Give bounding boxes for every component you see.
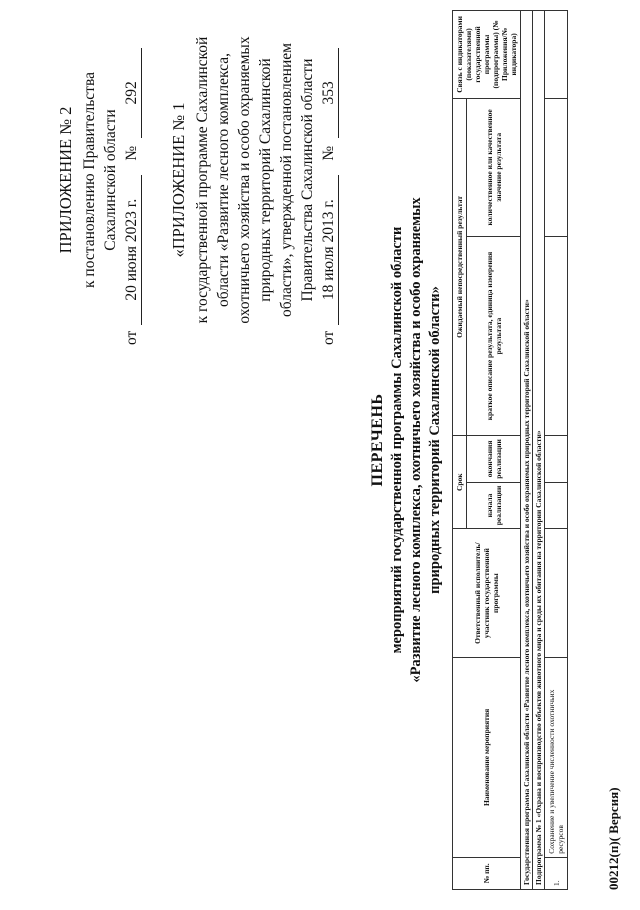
col-term-header: Срок bbox=[453, 436, 467, 529]
heading-line3: природных территорий Сахалинской области» bbox=[427, 286, 443, 594]
row-name: Сохранение и увеличение численности охотничьих ресурсов bbox=[545, 657, 568, 857]
row-executor bbox=[545, 529, 568, 658]
row-result-value bbox=[545, 98, 568, 236]
row-start bbox=[545, 482, 568, 529]
col-end-header: окончания реализации bbox=[467, 436, 521, 483]
appendix-2-date-row bbox=[121, 15, 142, 345]
appendix-2-line1: к постановлению Правительства bbox=[81, 72, 98, 288]
table-header-row bbox=[453, 11, 467, 890]
subprogram-row: Подпрограмма № 1 «Охрана и воспроизводство объектов животного мира и среды их обитания на территории Сахалинской области» bbox=[533, 11, 545, 890]
appendix-1-from: от bbox=[320, 330, 337, 345]
measures-table bbox=[452, 10, 568, 890]
appendix-1-date: 18 июля 2013 г. bbox=[320, 175, 339, 325]
heading-title: ПЕРЕЧЕНЬ bbox=[369, 393, 386, 487]
appendix-2-number-sign: № bbox=[123, 145, 140, 161]
appendix-1-line: Правительства Сахалинской области bbox=[299, 58, 316, 302]
appendix-2-number: 292 bbox=[123, 48, 142, 138]
col-start-header: начала реализации bbox=[467, 482, 521, 529]
appendix-2-date: 20 июня 2023 г. bbox=[123, 175, 142, 325]
table-row bbox=[521, 11, 533, 890]
row-link bbox=[545, 11, 568, 99]
row-end bbox=[545, 436, 568, 483]
col-executor-header: Ответственный исполнитель/участник государственной программы bbox=[453, 529, 521, 658]
row-num: 1. bbox=[545, 857, 568, 889]
col-result-header: Ожидаемый непосредственный результат bbox=[453, 98, 467, 435]
col-num-header: № пп. bbox=[453, 857, 521, 889]
appendix-1-title: «ПРИЛОЖЕНИЕ № 1 bbox=[169, 102, 188, 258]
appendix-2-from: от bbox=[123, 330, 140, 345]
table-row bbox=[533, 11, 545, 890]
appendix-2-title: ПРИЛОЖЕНИЕ № 2 bbox=[56, 106, 75, 254]
appendix-1-line: природных территорий Сахалинской bbox=[257, 58, 274, 302]
col-result-value-header: количественное или качественное значение результата bbox=[467, 98, 521, 236]
appendix-1-number-sign: № bbox=[320, 145, 337, 161]
program-row: Государственная программа Сахалинской области «Развитие лесного комплекса, охотничьего хозяйства и особо охраняемых природных территорий Сахалинской области» bbox=[521, 11, 533, 890]
appendix-1-line: области «Развитие лесного комплекса, bbox=[215, 53, 232, 307]
table-row bbox=[545, 11, 568, 890]
appendix-1-line: охотничьего хозяйства и особо охраняемых bbox=[236, 36, 253, 324]
document-footer-code: 00212(п)( Версия) bbox=[606, 787, 621, 890]
appendix-1-number: 353 bbox=[320, 48, 339, 138]
appendix-2-block bbox=[55, 15, 142, 345]
appendix-2-line2: Сахалинской области bbox=[102, 109, 119, 251]
col-link-header: Связь с индикаторами (показателями) государственной программы (подпрограммы) (№ Приложения/№ индикатора) bbox=[453, 11, 521, 99]
heading-line2: «Развитие лесного комплекса, охотничьего хозяйства и особо охраняемых bbox=[408, 197, 424, 683]
appendix-1-line: области», утвержденной постановлением bbox=[278, 43, 295, 317]
appendix-1-block bbox=[168, 15, 339, 345]
col-result-desc-header: краткое описание результата, единица измерения результата bbox=[467, 236, 521, 435]
document-heading bbox=[368, 120, 445, 760]
appendix-1-date-row bbox=[318, 15, 339, 345]
col-name-header: Наименование мероприятия bbox=[453, 657, 521, 857]
heading-line1: мероприятий государственной программы Сахалинской области bbox=[389, 226, 405, 654]
appendix-1-line: к государственной программе Сахалинской bbox=[194, 36, 211, 324]
row-result-desc bbox=[545, 236, 568, 435]
